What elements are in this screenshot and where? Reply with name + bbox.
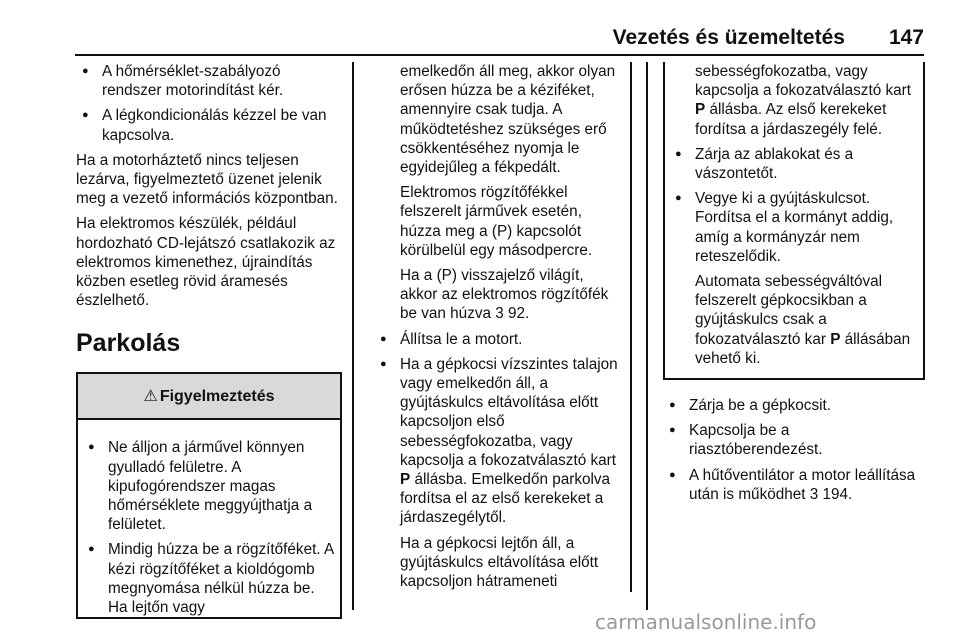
list-item: ● A légkondicionálás kézzel be van kapcsolva.: [76, 106, 342, 144]
page-header: [613, 26, 924, 52]
warning-box: [76, 372, 342, 619]
header-rule: [75, 54, 924, 56]
warning-triangle-icon: ⚠: [143, 387, 158, 405]
column-divider-2: [630, 62, 632, 592]
paragraph-electrical: Ha elektromos készülék, például hordozható CD-lejátszó csatlakozik az elektromos kimenethez, újraindítás közben esetleg rövid áramesés észlelhető.: [76, 215, 336, 310]
page-ref-link[interactable]: 92.: [508, 305, 530, 323]
warning-continuation: [374, 62, 624, 324]
column-2: [374, 62, 624, 597]
list-item: ● A hűtőventilátor a motor leállítása után is működhet 3 194.: [663, 466, 925, 504]
paragraph-electric-brake: Elektromos rögzítőfékkel felszerelt járművek esetén, húzza meg a (P) kapcsolót körülbelül egy másodpercre.: [400, 184, 593, 259]
column-3: [663, 62, 925, 510]
list-item: ● Zárja az ablakokat és a vászontetőt.: [669, 145, 917, 183]
parking-brake-icon: (P): [436, 267, 457, 285]
column-divider-1: [352, 62, 354, 610]
list-item: ● Állítsa le a motort.: [374, 330, 624, 349]
warning-body: [78, 420, 340, 617]
list-item: ● Kapcsolja be a riasztóberendezést.: [663, 421, 925, 459]
page-number: 147: [888, 26, 924, 49]
watermark: carmanualsonline.info: [595, 610, 817, 634]
list-item: ● A hőmérséklet-szabályozó rendszer motorindítást kér.: [76, 62, 342, 100]
paragraph-brake-indicator: Ha a (P) visszajelző világít, akkor az elektromos rögzítőfék be van húzva 3 92.: [400, 267, 609, 323]
continued-box: [663, 62, 925, 380]
page-ref-arrow-icon: 3: [809, 485, 819, 503]
parking-brake-icon: (P): [491, 222, 513, 240]
warning-header: [78, 374, 340, 420]
paragraph: sebességfokozatba, vagy kapcsolja a fokozatválasztó kart P állásba. Az első kerekeket fordítsa a járdaszegély felé.: [695, 63, 911, 138]
page-ref-link[interactable]: 194.: [822, 485, 853, 503]
bullet-list-parking: [374, 330, 624, 528]
page-ref-arrow-icon: 3: [495, 305, 504, 323]
paragraph: emelkedőn áll meg, akkor olyan erősen húzza be a kéziféket, amennyire csak tudja. A működtetéshez szükséges erő csökkentéséhez nyomja le egyidejűleg a fékpedált.: [400, 63, 616, 177]
warning-title: Figyelmeztetés: [159, 387, 275, 405]
column-1: [76, 62, 342, 619]
list-item: ● Ne álljon a járművel könnyen gyulladó felületre. A kipufogórendszer magas hőmérséklete meggyújthatja a felületet.: [82, 438, 334, 534]
column-divider-3: [646, 62, 648, 610]
list-item: ● Zárja be a gépkocsit.: [663, 396, 925, 415]
bullet-list-final: [663, 396, 925, 504]
page-title: Vezetés és üzemeltetés: [612, 26, 845, 49]
paragraph-hood-warning: Ha a motorháztető nincs teljesen lezárva, figyelmeztető üzenet jelenik meg a vezető információs központban.: [76, 151, 338, 208]
bullet-list-top: [76, 62, 342, 145]
list-item: ● Vegye ki a gyújtáskulcsot. Fordítsa el a kormányt addig, amíg a kormányzár nem reteszelődik.: [669, 189, 917, 266]
section-title-parking: Parkolás: [76, 329, 181, 358]
paragraph-slope: Ha a gépkocsi lejtőn áll, a gyújtáskulcs eltávolítása előtt kapcsoljon hátrameneti: [400, 534, 599, 591]
list-item: ● Mindig húzza be a rögzítőféket. A kézi rögzítőféket a kioldógomb megnyomása nélkül húzza be. Ha lejtőn vagy: [82, 540, 334, 617]
list-item: ● Ha a gépkocsi vízszintes talajon vagy emelkedőn áll, a gyújtáskulcs eltávolítása előtt kapcsoljon első sebességfokozatba, vagy kapcsolja a fokozatválasztó kart P állásba. Emelkedőn parkolva fordítsa el az első kerekeket a járdaszegélytől.: [374, 355, 624, 528]
paragraph-automatic: Automata sebességváltóval felszerelt gépkocsikban a gyújtáskulcs csak a fokozatválasztó kar P állásában vehető ki.: [695, 273, 911, 367]
